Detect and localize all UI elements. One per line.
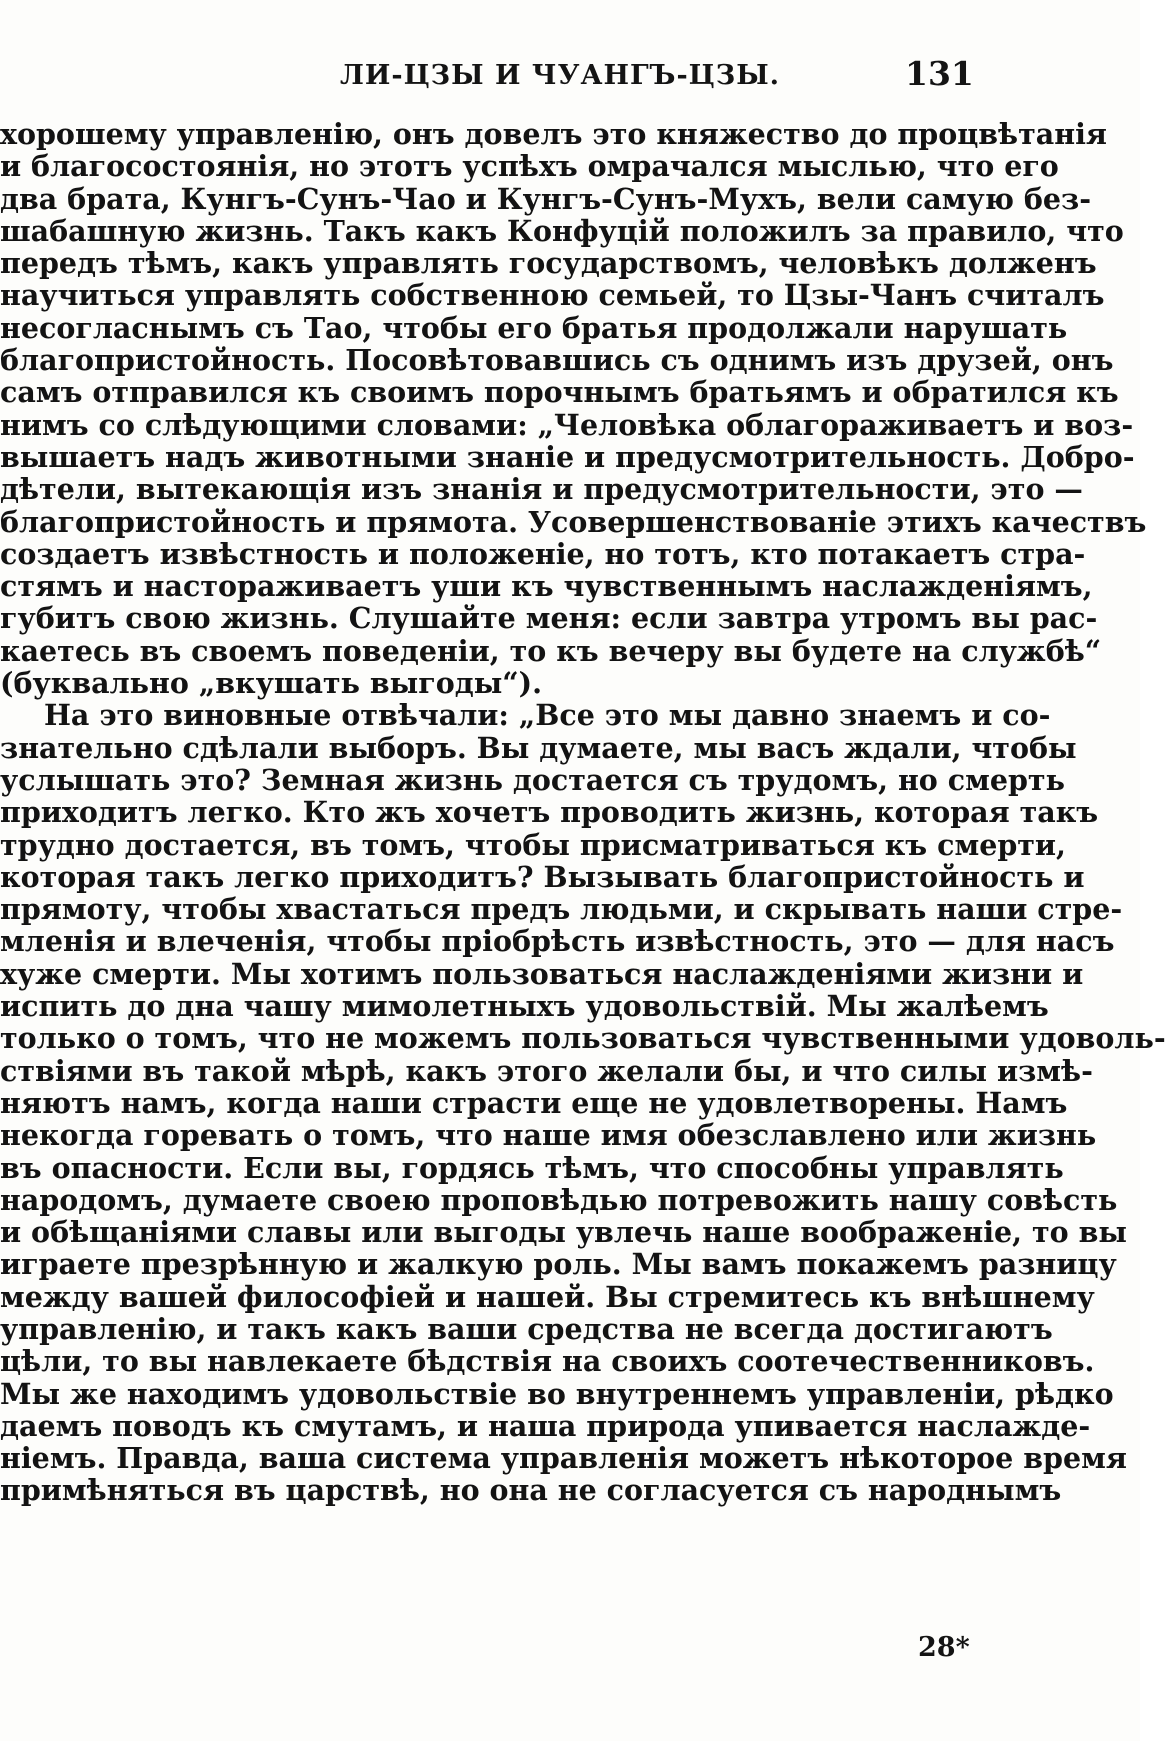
text-line: только о томъ, что не можемъ пользоваться чувственными удоволь- [0,1021,1166,1056]
text-line: несогласнымъ съ Тао, чтобы его братья продолжали нарушать [0,310,1068,345]
text-line: шабашную жизнь. Такъ какъ Конфуцій положилъ за правило, что [0,213,1124,248]
text-line: и благосостоянія, но этотъ успѣхъ омрачался мыслью, что его [0,149,1059,184]
text-line: дѣтели, вытекающія изъ знанія и предусмотрительности, это — [0,472,1083,507]
text-line: Мы же находимъ удовольствіе во внутреннемъ управленіи, рѣдко [0,1376,1114,1411]
text-line: благопристойность и прямота. Усовершенствованіе этихъ качествъ [0,504,1147,539]
text-line: въ опасности. Если вы, гордясь тѣмъ, что способны управлять [0,1150,1064,1185]
text-line: и обѣщаніями славы или выгоды увлечь наше воображеніе, то вы [0,1215,1127,1250]
text-line: два брата, Кунгъ-Сунъ-Чао и Кунгъ-Сунъ-Мухъ, вели самую без- [0,181,1092,216]
text-line: примѣняться въ царствѣ, но она не согласуется съ народнымъ [0,1473,1062,1508]
text-line: самъ отправился къ своимъ порочнымъ братьямъ и обратился къ [0,375,1119,410]
text-line: народомъ, думаете своею проповѣдью потревожить нашу совѣсть [0,1182,1118,1217]
text-line: научиться управлять собственною семьей, то Цзы-Чанъ считалъ [0,278,1105,313]
text-line: нимъ со слѣдующими словами: „Человѣка облагораживаетъ и воз- [0,407,1134,442]
text-line: знательно сдѣлали выборъ. Вы думаете, мы васъ ждали, чтобы [0,730,1077,765]
signature-mark: 28* [918,1632,970,1663]
text-line: цѣли, то вы навлекаете бѣдствія на своихъ соотечественниковъ. [0,1344,1095,1379]
text-line: прямоту, чтобы хвастаться предъ людьми, и скрывать наши стре- [0,892,1123,927]
text-line: даемъ поводъ къ смутамъ, и наша природа упивается наслажде- [0,1408,1091,1443]
text-line: ствіями въ такой мѣрѣ, какъ этого желали бы, и что силы измѣ- [0,1053,1093,1088]
text-line: играете презрѣнную и жалкую роль. Мы вамъ покажемъ разницу [0,1247,1117,1282]
text-line: няютъ намъ, когда наши страсти еще не удовлетворены. Намъ [0,1085,1068,1120]
text-line: хорошему управленію, онъ довелъ это княжество до процвѣтанія [0,117,1107,151]
text-line: создаетъ извѣстность и положеніе, но тотъ, кто потакаетъ стра- [0,536,1086,571]
text-line: трудно достается, въ томъ, чтобы присматриваться къ смерти, [0,827,1066,862]
text-line: стямъ и настораживаетъ уши къ чувственнымъ наслажденіямъ, [0,569,1093,604]
text-line: между вашей философіей и нашей. Вы стремитесь къ внѣшнему [0,1279,1095,1314]
text-line: управленію, и такъ какъ ваши средства не всегда достигаютъ [0,1311,1053,1346]
text-line: передъ тѣмъ, какъ управлять государствомъ, человѣкъ долженъ [0,246,1097,281]
running-head [0,54,1140,114]
text-line: вышаетъ надъ животными знаніе и предусмотрительность. Добро- [0,439,1135,474]
text-line: губитъ свою жизнь. Слушайте меня: если завтра утромъ вы рас- [0,601,1098,636]
text-line: услышать это? Земная жизнь достается съ трудомъ, но смерть [0,762,1065,797]
paragraph-first-line: На это виновные отвѣчали: „Все это мы давно знаемъ и со- [44,698,1051,733]
text-line: которая такъ легко приходитъ? Вызывать благопристойность и [0,859,1085,894]
page-number: 131 [905,54,974,93]
text-line: каетесь въ своемъ поведеніи, то къ вечеру вы будете на службѣ“ [0,633,1102,668]
paragraph-end-line: (буквально „вкушать выгоды“). [0,666,543,701]
running-title: ЛИ-ЦЗЫ И ЧУАНГЪ-ЦЗЫ. [340,60,781,91]
text-line: испить до дна чашу мимолетныхъ удовольствій. Мы жалѣемъ [0,989,1049,1024]
text-line: благопристойность. Посовѣтовавшись съ однимъ изъ друзей, онъ [0,343,1114,378]
text-line: хуже смерти. Мы хотимъ пользоваться наслажденіями жизни и [0,956,1084,991]
text-line: ніемъ. Правда, ваша система управленія можетъ нѣкоторое время [0,1441,1127,1476]
body-text [0,117,1166,1508]
text-line: мленія и влеченія, чтобы пріобрѣсть извѣстность, это — для насъ [0,924,1115,959]
text-line: некогда горевать о томъ, что наше имя обезславлено или жизнь [0,1118,1097,1153]
text-line: приходитъ легко. Кто жъ хочетъ проводить жизнь, которая такъ [0,795,1099,830]
